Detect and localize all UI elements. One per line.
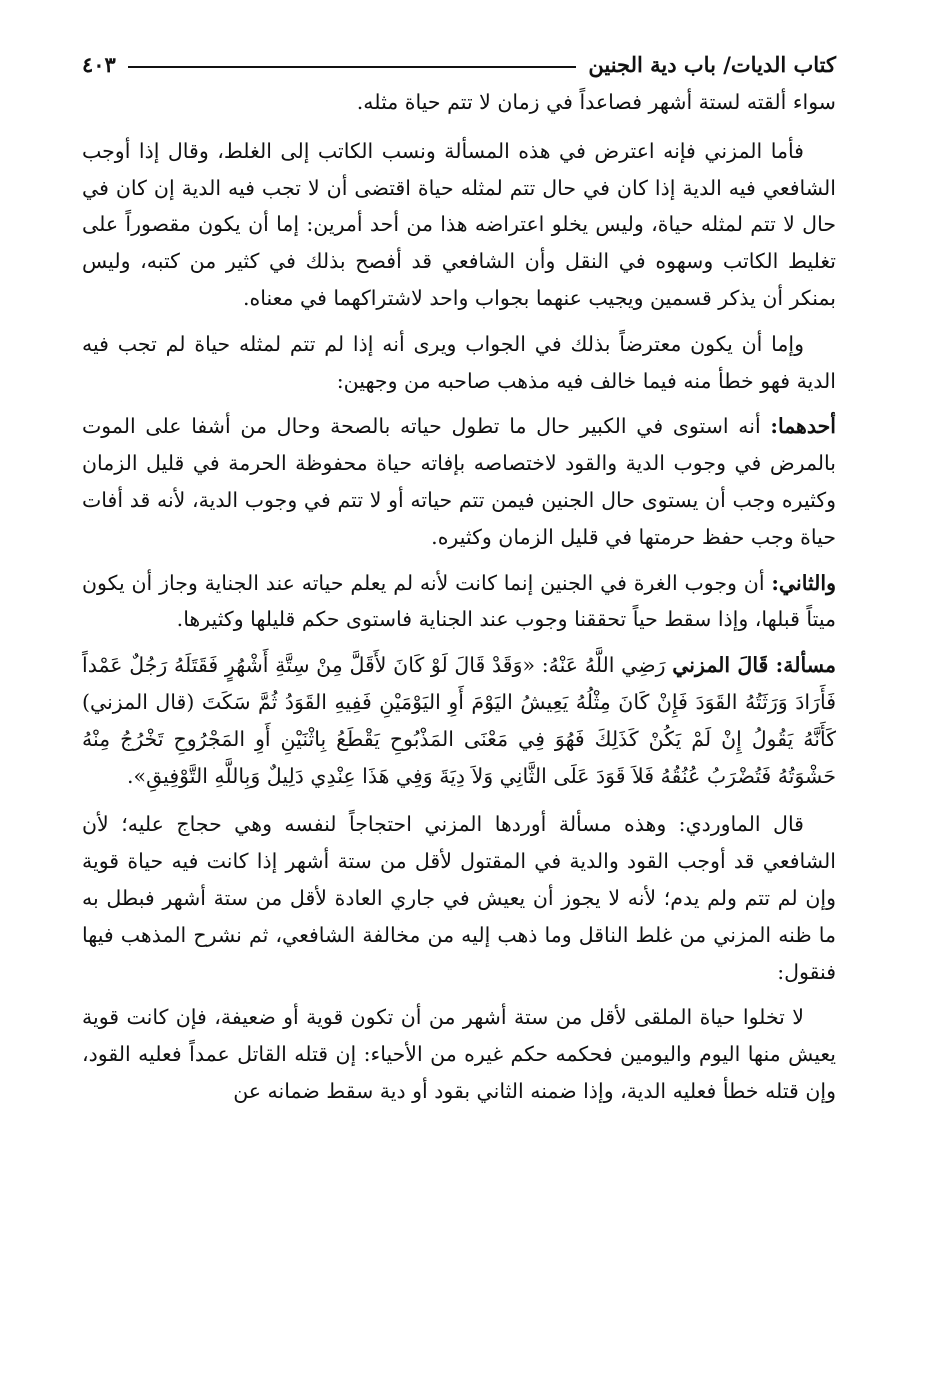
- paragraph-text: فأما المزني فإنه اعترض في هذه المسألة ونسب الكاتب إلى الغلط، وقال إذا أوجب الشافعي فيه الدية إذا كان في حال تتم لمثله حياة اقتضى أن لا تجب فيه الدية إن كان في حال لا تتم لمثله حياة، وليس يخلو اعتراضه هذا من أحد أمرين: إما أن يكون مقصوراً على تغليط الكاتب وسهوه في النقل وأن الشافعي قد أفصح بذلك في كثير من كتبه، وليس بمنكر أن يذكر قسمين ويجيب عنهما بجواب واحد لاشتراكهما في معناه.: [82, 138, 836, 310]
- paragraph-text: أن وجوب الغرة في الجنين إنما كانت لأنه لم يعلم حياته عند الجناية وجاز أن يكون ميتاً قبلها، وإذا سقط حياً تحققنا وجوب عند الجناية فاستوى حكم قليلها وكثيرها.: [82, 570, 836, 632]
- paragraph-lead: أحدهما:: [770, 414, 836, 439]
- paragraph-mawardi: [82, 806, 836, 990]
- paragraph-lead: مسألة: قَالَ المزني: [672, 653, 836, 678]
- paragraph-continuation: [82, 84, 836, 121]
- paragraph-first-aspect: [82, 408, 836, 555]
- paragraph-text: لا تخلوا حياة الملقى لأقل من ستة أشهر من أن تكون قوية أو ضعيفة، فإن كانت قوية يعيش منها اليوم واليومين فحكمه حكم غيره من الأحياء: إن قتله القاتل عمداً فعليه القود، وإن قتله خطأ فعليه الدية، وإذا ضمنه الثاني بقود أو دية سقط ضمانه عن: [82, 1005, 836, 1103]
- paragraph-muzani-objection: [82, 133, 836, 317]
- paragraph-lead: والثاني:: [771, 570, 836, 595]
- running-header: [82, 44, 836, 84]
- paragraph-second-option: [82, 326, 836, 400]
- book-page: [82, 44, 836, 1119]
- body-text: [82, 84, 836, 1110]
- paragraph-life-strength: [82, 999, 836, 1109]
- paragraph-text: قال الماوردي: وهذه مسألة أوردها المزني احتجاجاً لنفسه وهي حجاج عليه؛ لأن الشافعي قد أوجب القود والدية في المقتول لأقل من ستة أشهر إذا كانت فيه حياة قوية وإن لم تتم ولم يدم؛ لأنه لا يجوز أن يعيش في جاري العادة لأقل من ستة أشهر فبطل به ما ظنه المزني من غلط الناقل وما ذهب إليه من مخالفة الشافعي، ثم نشرح المذهب فيها فنقول:: [82, 812, 836, 984]
- paragraph-text: سواء ألقته لستة أشهر فصاعداً في زمان لا تتم حياة مثله.: [356, 90, 836, 114]
- header-rule: [128, 66, 577, 68]
- paragraph-text: أنه استوى في الكبير حال ما تطول حياته بالصحة وحال من أشفا على الموت بالمرض في وجوب الدية والقود لاختصاصه بإفاته حياة محفوظة الحرمة في قليل الزمان وكثيره وجب أن يستوى حال الجنين فيمن تتم حياته أو لا تتم في وجوب الدية، لأنه قد أفات حياة وجب حفظ حرمتها في قليل الزمان وكثيره.: [82, 414, 836, 549]
- paragraph-second-aspect: [82, 565, 836, 639]
- paragraph-text: وإما أن يكون معترضاً بذلك في الجواب ويرى أنه إذا لم تتم لمثله حياة لم تجب فيه الدية فهو خطأ منه فيما خالف فيه مذهب صاحبه من وجهين:: [82, 331, 836, 393]
- page-number: ٤٠٣: [82, 51, 116, 77]
- header-title: كتاب الديات/ باب دية الجنين: [588, 51, 836, 77]
- paragraph-text: رَضِي اللَّهُ عَنْهُ: «وَقَدْ قَالَ لَوْ كَانَ لأَقَلَّ مِنْ سِتَّةِ أَشْهُرٍ فَقَتَلَهُ رَجُلٌ عَمْداً فَأَرَادَ وَرَثَتُهُ القَوَدَ فَإِنْ كَانَ مِثْلُهُ يَعِيشُ اليَوْمَ أَوِ اليَوْمَيْنِ فَفِيهِ القَوَدُ ثُمَّ سَكَتَ (قال المزني) كَأَنَّهُ يَقُولُ إِنْ لَمْ يَكُنْ كَذَلِكَ فَهُوَ فِي مَعْنَى المَذْبُوحِ يَقْطَعُ بِاثْنَيْنِ أَوِ المَجْرُوحِ تَخْرُجُ مِنْهُ حَشْوَتُهُ فَتُضْرَبُ عُنُقُهُ فَلاَ قَوَدَ عَلَى الثَّانِي وَلاَ دِيَةَ وَفِي هَذَا عِنْدِي دَلِيلٌ وَبِاللَّهِ التَّوْفِيقِ».: [82, 653, 836, 788]
- paragraph-masala: [82, 647, 836, 794]
